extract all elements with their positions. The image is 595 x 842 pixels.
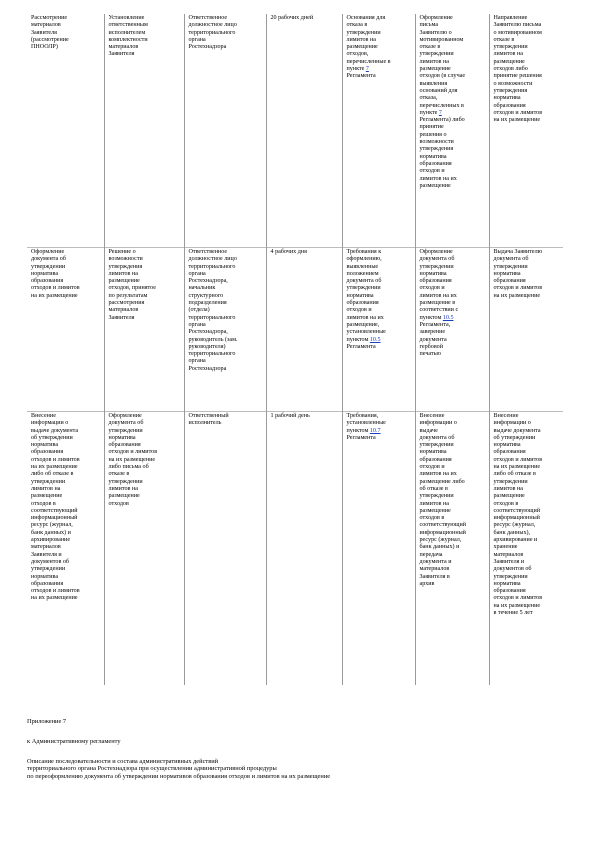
- appendix-title-line: по переоформлению документа об утверждении нормативов образования отходов и лимитов на их размещение: [27, 773, 331, 781]
- table-row: [27, 412, 563, 686]
- decision-criteria: Основания для отказа в утверждении лимитов на размещение отходов, перечисленные в пункте: [346, 15, 391, 73]
- regulation-clause-link[interactable]: 7: [438, 109, 442, 116]
- duration: 4 рабочих дня: [270, 249, 307, 255]
- appendix-header: [27, 718, 567, 781]
- responsible-person: Ответственное должностное лицо территориального органа Ростехнадзора: [188, 15, 237, 51]
- table-cell: [104, 14, 184, 248]
- decision-criteria: Требования к оформлению, выявленные положением документа об утверждении норматива образования отходов и лимитов на их размещение, установленные пунктом: [346, 249, 386, 343]
- table-cell: [184, 248, 266, 412]
- table-cell: [266, 14, 342, 248]
- table-cell: [342, 412, 415, 686]
- table-cell: [415, 412, 489, 686]
- table-cell: [489, 14, 563, 248]
- table-cell: [266, 412, 342, 686]
- action-result-tail: Регламента) либо принятие решения о возможности утверждения норматива образования отходов и лимитов на их размещение: [419, 117, 465, 189]
- regulation-clause-link[interactable]: 7: [365, 66, 369, 73]
- table-cell: [184, 412, 266, 686]
- table-row: [27, 14, 563, 248]
- action-basis: Оформление документа об утверждении норматива образования отходов и лимитов на их размещение либо письма об отказе в утверждении лимитов на размещение отходов: [108, 413, 158, 507]
- table-row: [27, 248, 563, 412]
- appendix-title-line: территориального органа Ростехнадзора при осуществлении административной процедуры: [27, 765, 277, 773]
- decision-criteria-tail: Регламента: [346, 343, 376, 350]
- appendix-reference: к Административному регламенту: [27, 737, 121, 745]
- table-cell: [27, 412, 104, 686]
- table-cell: [184, 14, 266, 248]
- table-cell: [342, 14, 415, 248]
- action-name: Оформление документа об утверждении норматива образования отходов и лимитов на их размещение: [31, 249, 80, 299]
- recording-method: Направление Заявителю письма о мотивированном отказе в утверждении лимитов на размещение отходов либо принятие решения о возможности утверждения норматива образования отходов и лимитов на их размещение: [493, 15, 543, 124]
- appendix-number: Приложение 7: [27, 718, 67, 725]
- appendix-title-line: Описание последовательности и состава административных действий: [27, 757, 219, 765]
- action-result: Внесение информации о выдаче документа об утверждении норматива образования отходов и лимитов на их размещение либо об отказе в утверждении лимитов на размещение отходов в соответствующий информационный ресурс (журнал, банк данных) и передача документа и материалов Заявителя в архив: [419, 413, 467, 587]
- action-name: Внесение информации о выдаче документа об утверждении норматива образования отходов и лимитов на их размещение либо об отказе в утверждении лимитов на размещение отходов в соответствующий информационный ресурс (журнал, банк данных) и архивирование материалов Заявителя и документов об утверждении норматива образования отходов и лимитов на их размещение: [31, 413, 80, 602]
- table-cell: [104, 412, 184, 686]
- responsible-person: Ответственный исполнитель: [188, 413, 229, 427]
- table-cell: [342, 248, 415, 412]
- duration: 1 рабочий день: [270, 413, 310, 419]
- regulation-clause-link[interactable]: 10.7: [369, 427, 381, 434]
- decision-criteria-tail: Регламента: [346, 434, 376, 441]
- action-basis: Решение о возможности утверждения лимитов на размещение отходов, принятое по результатам рассмотрения материалов Заявителя: [108, 249, 156, 321]
- decision-criteria: Требования, установленные пунктом: [346, 413, 386, 434]
- duration: 20 рабочих дней: [270, 15, 314, 21]
- regulation-clause-link[interactable]: 10.5: [369, 336, 381, 343]
- action-result: Оформление документа об утверждении норматива образования отходов и лимитов на их размещение в соответствии с пунктом: [419, 249, 459, 321]
- table-cell: [27, 248, 104, 412]
- regulation-clause-link[interactable]: 10.5: [442, 314, 454, 321]
- table-cell: [415, 248, 489, 412]
- action-result: Оформление письма Заявителю о мотивированном отказе в утверждении лимитов на размещение отходов (в случае выявления оснований для отказа, перечисленных в пункте: [419, 15, 466, 116]
- procedure-table: [27, 14, 563, 685]
- action-result-tail: Регламента, заверение документа гербовой печатью: [419, 321, 451, 358]
- table-cell: [489, 248, 563, 412]
- table-cell: [489, 412, 563, 686]
- action-name: Рассмотрение материалов Заявителя (рассмотрение ПНООЛР): [31, 15, 69, 51]
- table-cell: [27, 14, 104, 248]
- table-cell: [415, 14, 489, 248]
- responsible-person: Ответственное должностное лицо территориального органа Ростехнадзора, начальник структурного подразделения (отдела) территориального органа Ростехнадзора, руководитель (зам. руководителя) территориального органа Ростехнадзора: [188, 249, 238, 372]
- action-basis: Установление ответственным исполнителем комплектности материалов Заявителя: [108, 15, 148, 58]
- recording-method: Выдача Заявителю документа об утверждении норматива образования отходов и лимитов на их размещение: [493, 249, 543, 299]
- decision-criteria-tail: Регламента: [346, 73, 376, 80]
- table-cell: [266, 248, 342, 412]
- table-cell: [104, 248, 184, 412]
- recording-method: Внесение информации о выдаче документа об утверждении норматива образования отходов и лимитов на их размещение либо об отказе в утверждении лимитов на размещение отходов в соответствующий информационный ресурс (журнал, банк данных), архивирование и хранение материалов Заявителя и документов об утверждении норматива образования отходов и лимитов на их размещение в течение 5 лет: [493, 413, 543, 617]
